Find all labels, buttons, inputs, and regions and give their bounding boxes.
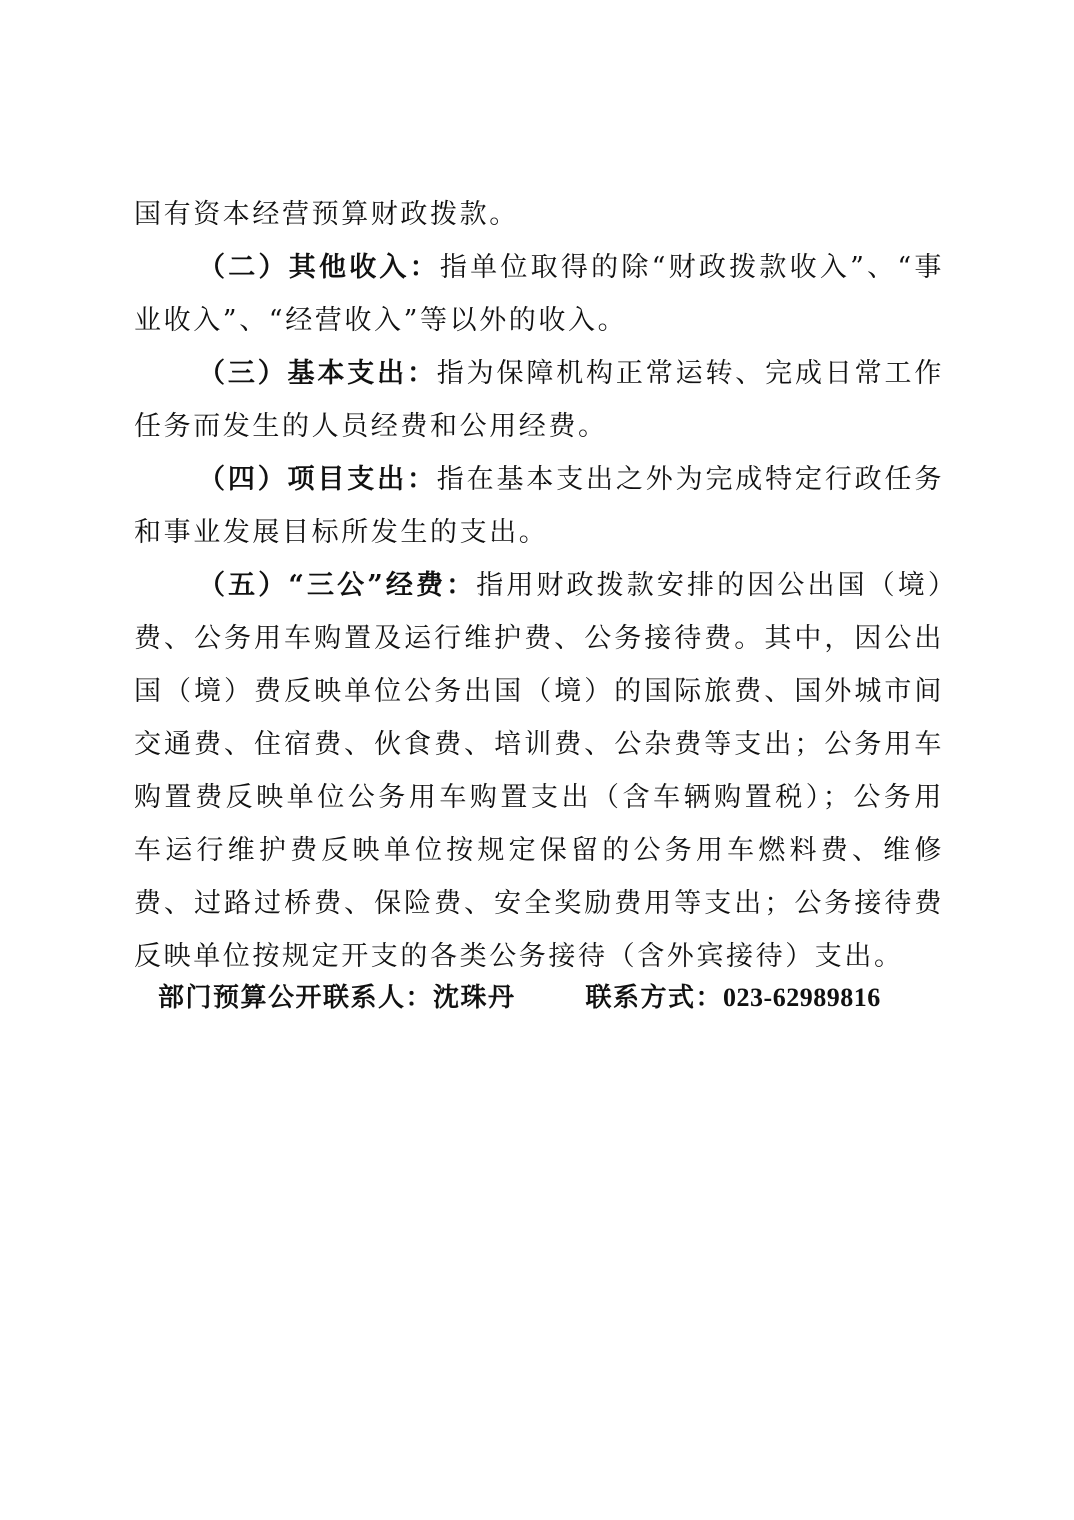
contact-line — [158, 976, 881, 1020]
paragraph-three-public-expenses — [134, 559, 944, 983]
contact-person-label: 部门预算公开联系人： — [158, 983, 434, 1013]
paragraph-continuation — [134, 188, 944, 241]
term-heading: （三）基本支出： — [198, 358, 437, 389]
term-heading: （四）项目支出： — [198, 464, 437, 495]
paragraph-text: 国有资本经营预算财政拨款。 — [134, 199, 519, 230]
document-body — [134, 188, 944, 983]
paragraph-project-expenditure — [134, 453, 944, 559]
term-heading: （五）“三公”经费： — [198, 570, 477, 601]
paragraph-text: 指在基本支出之外为完成特定行政任务和事业发展目标所发生的支出。 — [134, 464, 944, 548]
contact-phone-label: 联系方式： — [585, 983, 724, 1013]
paragraph-text: 指单位取得的除“财政拨款收入”、“事业收入”、“经营收入”等以外的收入。 — [134, 252, 944, 336]
paragraph-text: 指为保障机构正常运转、完成日常工作任务而发生的人员经费和公用经费。 — [134, 358, 944, 442]
term-heading: （二）其他收入： — [198, 252, 440, 283]
contact-person-name: 沈珠丹 — [433, 983, 516, 1013]
paragraph-text: 指用财政拨款安排的因公出国（境）费、公务用车购置及运行维护费、公务接待费。其中，因公出国（境）费反映单位公务出国（境）的国际旅费、国外城市间交通费、住宿费、伙食费、培训费、公杂费等支出；公务用车购置费反映单位公务用车购置支出（含车辆购置税）；公务用车运行维护费反映单位按规定保留的公务用车燃料费、维修费、过路过桥费、保险费、安全奖励费用等支出；公务接待费反映单位按规定开支的各类公务接待（含外宾接待）支出。 — [134, 570, 944, 972]
contact-phone-number: 023-62989816 — [723, 983, 881, 1012]
paragraph-other-income — [134, 241, 944, 347]
paragraph-basic-expenditure — [134, 347, 944, 453]
